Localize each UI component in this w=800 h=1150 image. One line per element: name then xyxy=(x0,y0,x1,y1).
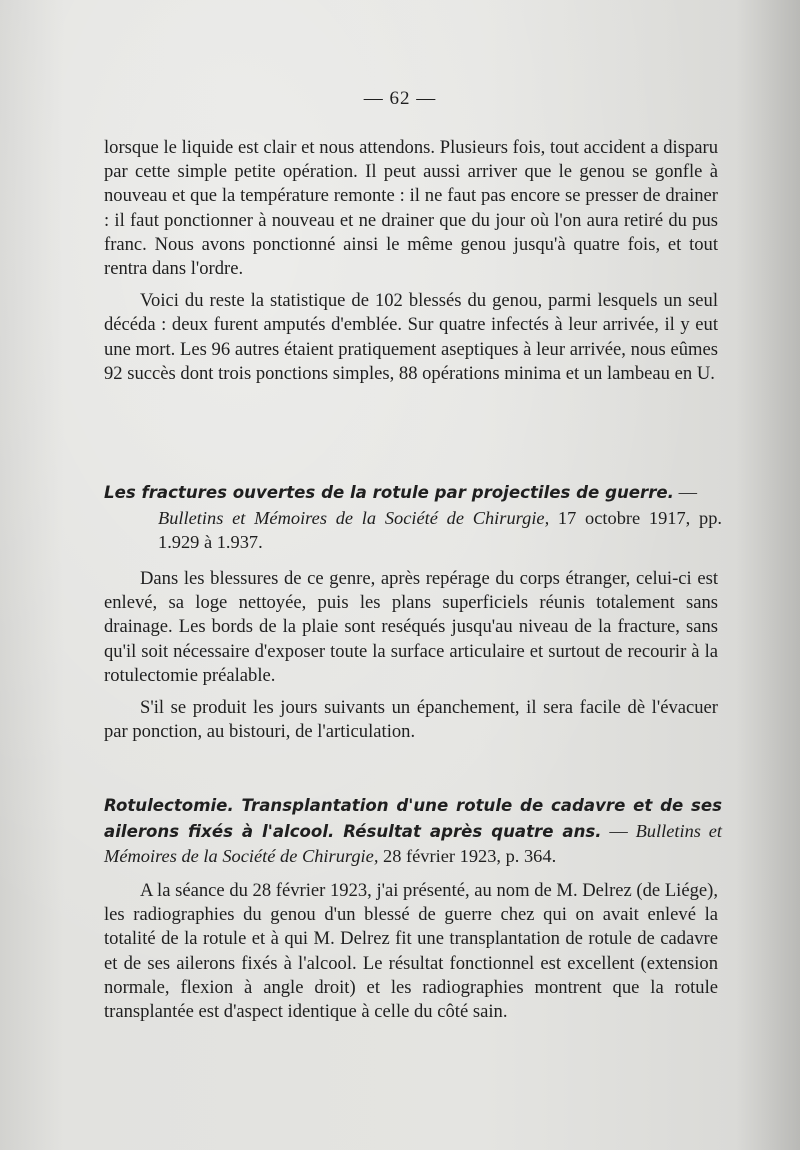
body-section-3 xyxy=(104,879,718,1032)
reference-detail: 17 octobre 1917, pp. 1.929 à 1.937. xyxy=(158,507,722,552)
article-title: Les fractures ouvertes de la rotule par projectiles de guerre. xyxy=(104,483,674,502)
article-heading-2 xyxy=(104,793,722,869)
body-section-2 xyxy=(104,567,718,752)
reference-detail: 28 février 1923, p. 364. xyxy=(378,846,557,866)
article-reference xyxy=(104,506,722,555)
paragraph: Voici du reste la statistique de 102 blessés du genou, parmi lesquels un seul décéda : deux furent amputés d'emblée. Sur quatre infectés à leur arrivée, il y eut une mort. Les 96 autres étaient pratiquement aseptiques à leur arrivée, nous eûmes 92 succès dont trois ponctions simples, 88 opérations minima et un lambeau en U. xyxy=(104,290,718,384)
paragraph: S'il se produit les jours suivants un épanchement, il sera facile dè l'évacuer par ponction, au bistouri, de l'articulation. xyxy=(104,697,718,743)
article-heading-1 xyxy=(104,480,722,555)
article-title: Rotulectomie. Transplantation d'une rotule de cadavre et de ses ailerons fixés à l'alcool. Résultat après quatre ans. xyxy=(104,796,722,841)
paragraph: Dans les blessures de ce genre, après repérage du corps étranger, celui-ci est enlevé, sa loge nettoyée, puis les plans superficiels réunis totalement sans drainage. Les bords de la plaie sont reséqués jusqu'au niveau de la fracture, sans qu'il soit nécessaire d'exposer toute la surface articulaire et surtout de recourir à la rotulectomie préalable. xyxy=(104,568,718,686)
title-dash: — xyxy=(673,482,697,502)
paragraph: lorsque le liquide est clair et nous attendons. Plusieurs fois, tout accident a disparu par cette simple petite opération. Il peut aussi arriver que le genou se gonfle à nouveau et que la température remonte : il ne faut pas encore se presser de drainer : il faut ponctionner à nouveau et ne drainer que du jour où l'on aura retiré du pus franc. Nous avons ponctionné ainsi le même genou jusqu'à quatre fois, et tout rentra dans l'ordre. xyxy=(104,137,718,280)
page-number: — 62 — xyxy=(363,88,437,109)
body-section-1 xyxy=(104,136,718,394)
reference-journal: Bulletins et Mémoires de la Société de Chirurgie, xyxy=(104,820,722,866)
title-dash: — xyxy=(601,820,636,841)
reference-journal: Bulletins et Mémoires de la Société de Chirurgie, xyxy=(158,507,550,528)
paragraph: A la séance du 28 février 1923, j'ai présenté, au nom de M. Delrez (de Liége), les radiographies du genou d'un blessé de guerre chez qui on avait enlevé la totalité de la rotule et à qui M. Delrez fit une transplantation de rotule de cadavre et de ses ailerons fixés à l'alcool. Le résultat fonctionnel est excellent (extension normale, flexion à angle droit) et les radiographies montrent que la rotule transplantée est d'aspect identique à celle du côté sain. xyxy=(104,880,718,1023)
